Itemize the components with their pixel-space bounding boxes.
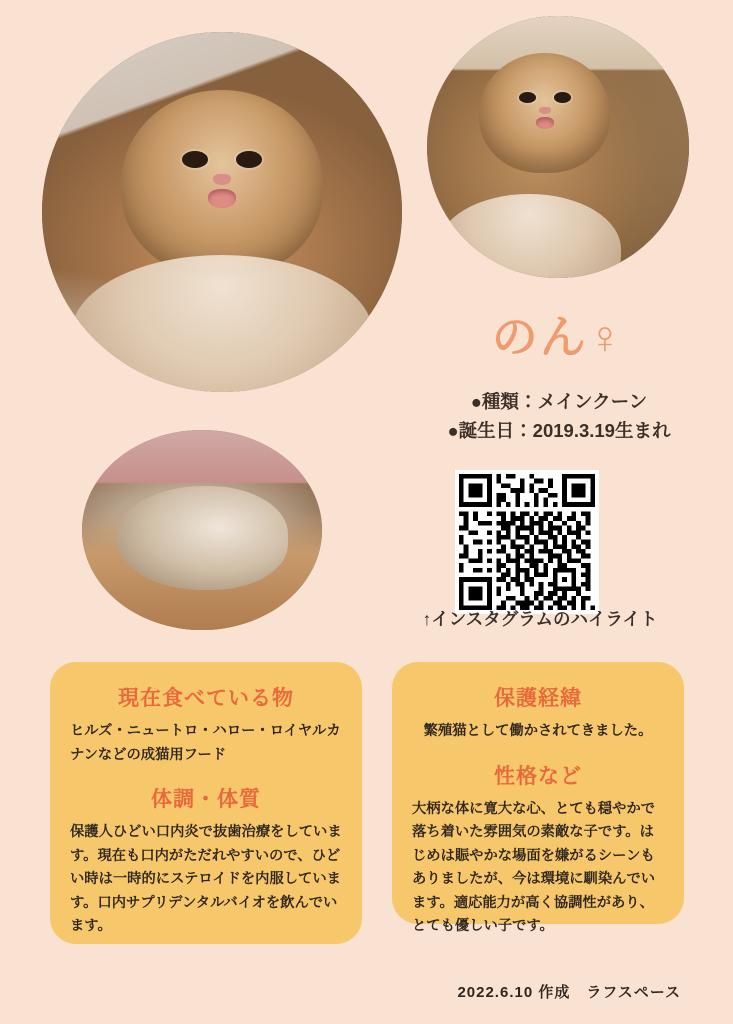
card-rescue-and-personality [392, 662, 684, 935]
text-personality: 大柄な体に寛大な心、とても穏やかで落ち着いた雰囲気の素敵な子です。はじめは賑やかな場面を嫌がるシーンもありましたが、今は環境に馴染んでいます。適応能力が高く協調性があり、とても優しい子です。 [412, 800, 656, 935]
heading-health: 体調・体質 [151, 788, 261, 812]
photo-main-image [42, 32, 402, 392]
cat-eye-right [554, 92, 571, 103]
qr-caption: ↑インスタグラムのハイライト [422, 609, 658, 629]
heading-current-food: 現在食べている物 [118, 687, 294, 710]
cat-chest-fur [437, 194, 620, 278]
text-current-food: ヒルズ・ニュートロ・ハロー・ロイヤルカナンなどの成猫用フード [70, 723, 341, 763]
photo-lower-left-image [82, 430, 322, 630]
pet-spec-breed: ●種類：メインクーン [470, 391, 648, 412]
cat-face-shape [479, 53, 610, 174]
cat-nose [539, 107, 551, 114]
heading-rescue-history: 保護経緯 [494, 687, 582, 710]
footer-credit: 2022.6.10 作成 ラフスペース [457, 984, 681, 1001]
cat-face-shape [121, 90, 323, 277]
cat-mouth [208, 189, 236, 208]
cat-eye-left [519, 92, 536, 103]
photo-lower-left [82, 430, 322, 630]
qr-code-icon [459, 474, 595, 610]
instagram-qr-code[interactable] [455, 470, 599, 614]
cat-chest-fur [71, 255, 373, 392]
pet-spec-birthday: ●誕生日：2019.3.19生まれ [447, 419, 671, 441]
photo-top-right-image [427, 16, 689, 278]
photo-top-right [427, 16, 689, 278]
text-rescue-history: 繁殖猫として働かされてきました。 [423, 723, 653, 739]
cat-mouth [536, 117, 554, 129]
pet-spec-list [404, 388, 714, 445]
pet-name: のん♀ [491, 311, 625, 363]
cat-body-shape [116, 486, 289, 590]
cat-eye-right [236, 151, 262, 168]
text-health: 保護人ひどい口内炎で抜歯治療をしています。現在も口内がただれやすいので、ひどい時は一時的にステロイドを内服しています。口内サプリデンタルバイオを飲んでいます。 [70, 824, 342, 935]
photo-main [42, 32, 402, 392]
cat-eye-left [182, 151, 208, 168]
card-food-and-health [50, 662, 362, 944]
cat-nose [213, 174, 231, 185]
heading-personality: 性格など [494, 764, 582, 788]
